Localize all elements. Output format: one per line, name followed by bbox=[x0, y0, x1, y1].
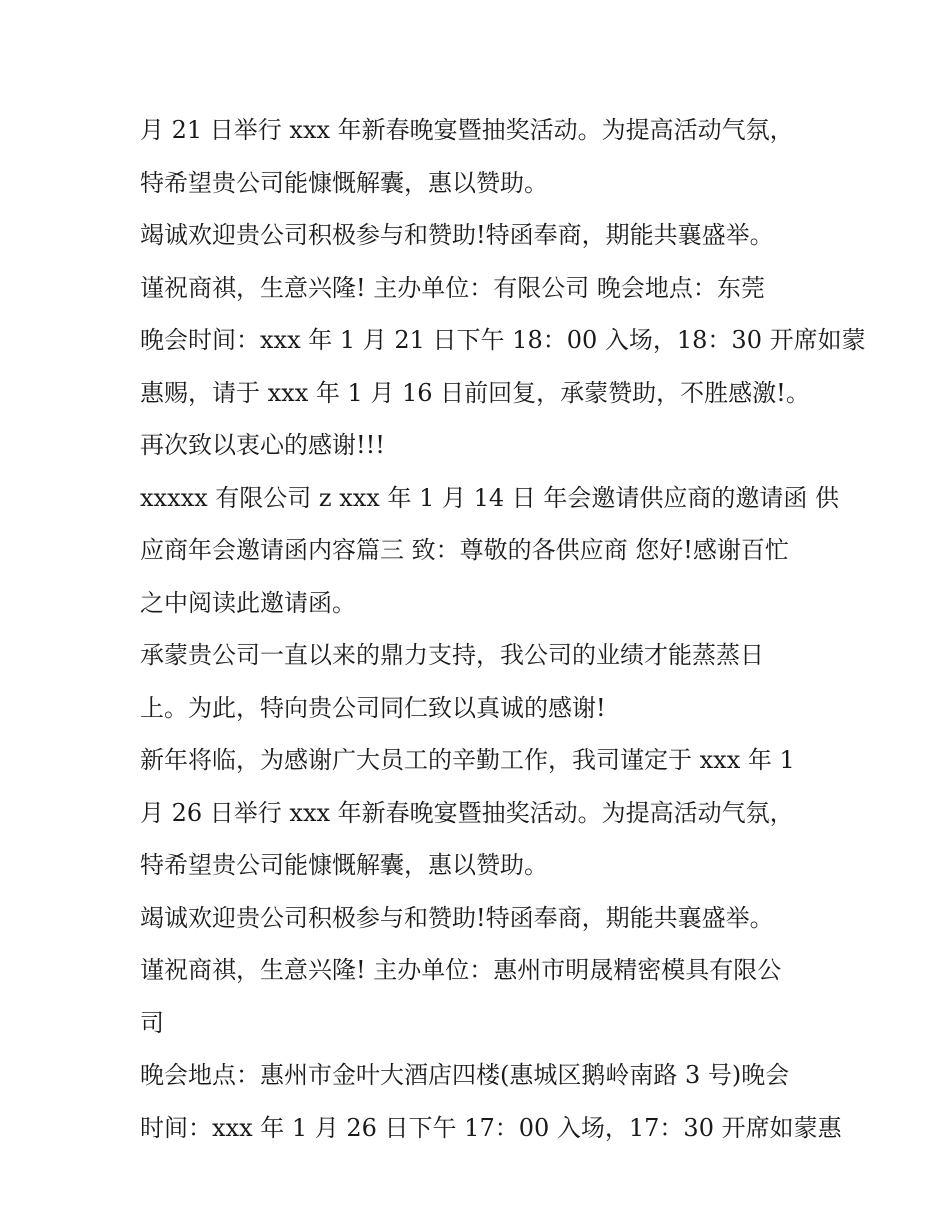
text-line: 之中阅读此邀请函。 bbox=[140, 588, 356, 617]
text-line: 再次致以衷心的感谢!!! bbox=[140, 431, 385, 459]
text-line: 特希望贵公司能慷慨解囊，惠以赞助。 bbox=[140, 168, 548, 197]
text-line: 月 26 日举行 xxx 年新春晚宴暨抽奖活动。为提高活动气氛， bbox=[140, 798, 794, 827]
text-line: 惠赐，请于 xxx 年 1 月 16 日前回复，承蒙赞助，不胜感激!。 bbox=[140, 378, 810, 407]
text-line: 竭诚欢迎贵公司积极参与和赞助!特函奉商，期能共襄盛举。 bbox=[140, 903, 774, 932]
text-line: 新年将临，为感谢广大员工的辛勤工作，我司谨定于 xxx 年 1 bbox=[140, 746, 795, 774]
text-line: 谨祝商祺，生意兴隆! 主办单位：惠州市明晟精密模具有限公 bbox=[140, 956, 782, 984]
text-line: 晚会地点：惠州市金叶大酒店四楼(惠城区鹅岭南路 3 号)晚会 bbox=[140, 1061, 790, 1089]
text-line: 谨祝商祺，生意兴隆! 主办单位：有限公司 晚会地点：东莞 bbox=[140, 273, 765, 302]
text-line: 晚会时间：xxx 年 1 月 21 日下午 18：00 入场，18：30 开席如蒙 bbox=[140, 326, 866, 354]
text-line: 特希望贵公司能慷慨解囊，惠以赞助。 bbox=[140, 851, 548, 879]
text-line: 上。为此，特向贵公司同仁致以真诚的感谢! bbox=[140, 693, 606, 722]
text-line: 承蒙贵公司一直以来的鼎力支持，我公司的业绩才能蒸蒸日 bbox=[140, 641, 764, 669]
text-line: 应商年会邀请函内容篇三 致：尊敬的各供应商 您好!感谢百忙 bbox=[140, 536, 789, 564]
text-line: xxxxx 有限公司 z xxx 年 1 月 14 日 年会邀请供应商的邀请函 供 bbox=[140, 483, 840, 512]
text-line: 竭诚欢迎贵公司积极参与和赞助!特函奉商，期能共襄盛举。 bbox=[140, 221, 774, 249]
text-line: 司 bbox=[140, 1008, 164, 1037]
text-line: 时间：xxx 年 1 月 26 日下午 17：00 入场，17：30 开席如蒙惠 bbox=[140, 1113, 842, 1142]
document-body bbox=[140, 104, 866, 1154]
text-line: 月 21 日举行 xxx 年新春晚宴暨抽奖活动。为提高活动气氛， bbox=[140, 116, 794, 144]
